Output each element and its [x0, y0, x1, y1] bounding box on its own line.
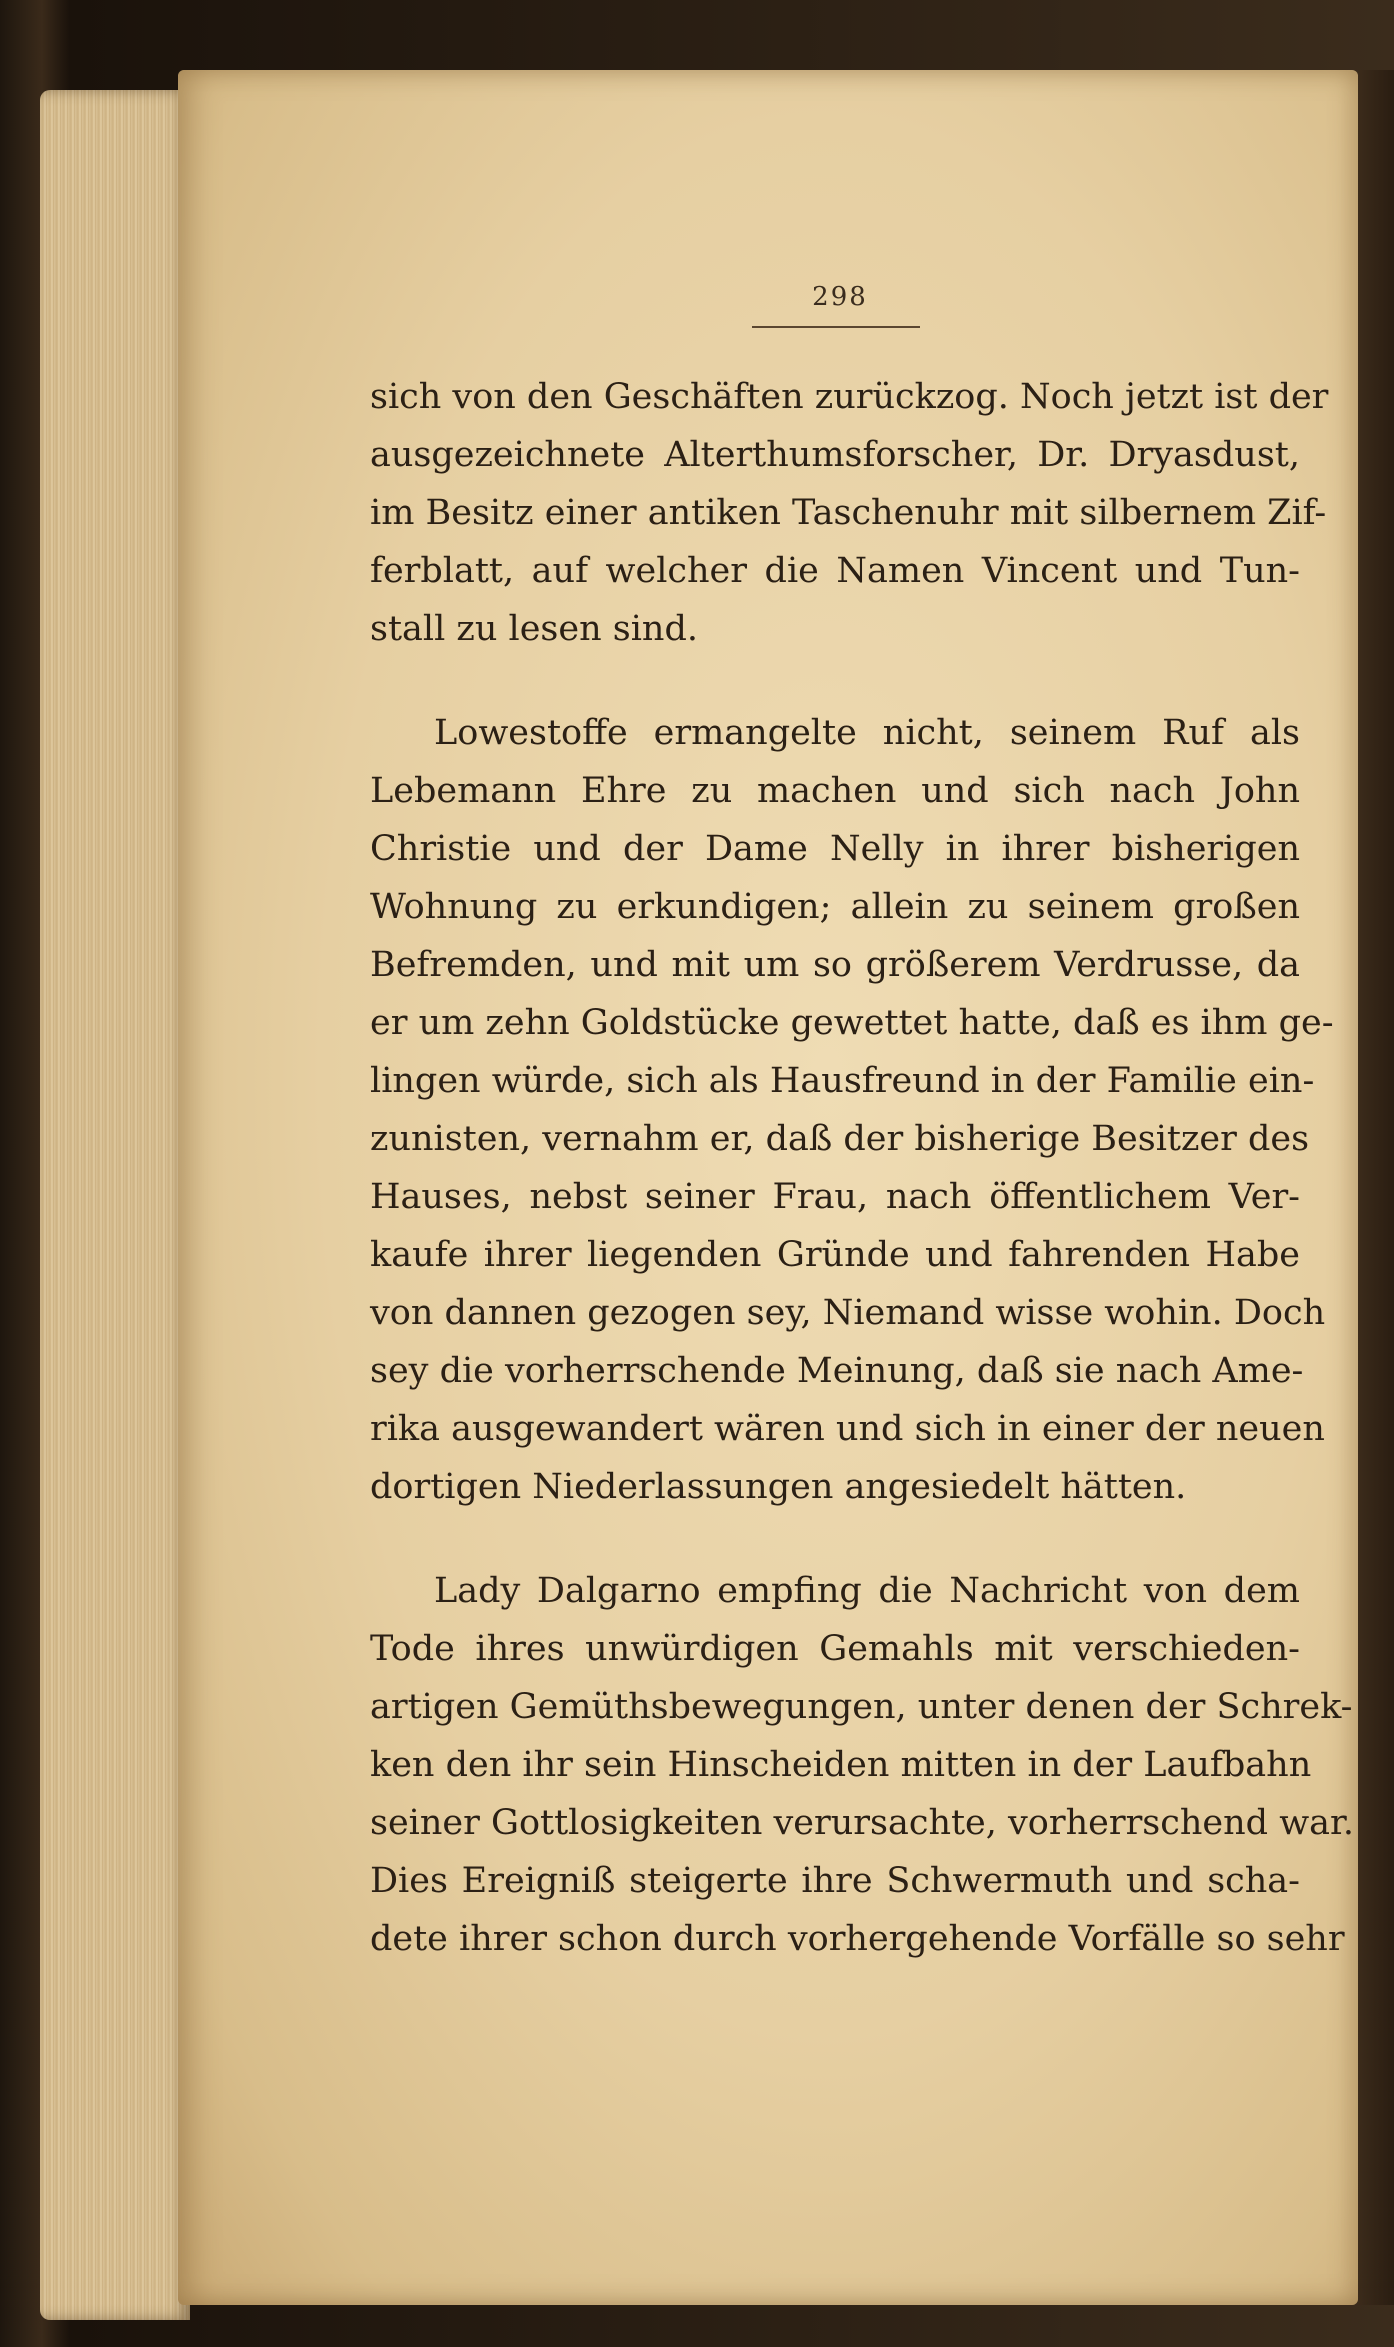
text-line: Lady Dalgarno empfing die Nachricht von dem [434, 1571, 1300, 1611]
text-line: dortigen Niederlassungen angesiedelt hätten. [370, 1467, 1187, 1507]
page-number-rule [752, 326, 920, 328]
body-text [370, 368, 1355, 1968]
text-line: Befremden, und mit um so größerem Verdrusse, da [370, 945, 1300, 985]
text-line: seiner Gottlosigkeiten verursachte, vorherrschend war. [370, 1803, 1355, 1843]
text-line: Tode ihres unwürdigen Gemahls mit verschieden- [370, 1629, 1300, 1669]
text-line: im Besitz einer antiken Taschenuhr mit silbernem Zif- [370, 493, 1327, 533]
text-line: lingen würde, sich als Hausfreund in der Familie ein- [370, 1061, 1315, 1101]
text-line: artigen Gemüthsbewegungen, unter denen der Schrek- [370, 1687, 1353, 1727]
binding-right-edge [1358, 70, 1394, 2305]
text-line: sich von den Geschäften zurückzog. Noch jetzt ist der [370, 377, 1329, 417]
text-line: stall zu lesen sind. [370, 609, 698, 649]
text-line: sey die vorherrschende Meinung, daß sie nach Ame- [370, 1351, 1304, 1391]
text-line: ausgezeichnete Alterthumsforscher, Dr. Dryasdust, [370, 435, 1300, 475]
text-line: er um zehn Goldstücke gewettet hatte, daß es ihm ge- [370, 1003, 1334, 1043]
text-line: zunisten, vernahm er, daß der bisherige Besitzer des [370, 1119, 1310, 1159]
text-line: dete ihrer schon durch vorhergehende Vorfälle so sehr [370, 1919, 1345, 1959]
text-line: Dies Ereigniß steigerte ihre Schwermuth und scha- [370, 1861, 1300, 1901]
text-line: Hauses, nebst seiner Frau, nach öffentlichem Ver- [370, 1177, 1300, 1217]
text-line: kaufe ihrer liegenden Gründe und fahrenden Habe [370, 1235, 1300, 1275]
text-line: ferblatt, auf welcher die Namen Vincent und Tun- [370, 551, 1300, 591]
text-line: Lebemann Ehre zu machen und sich nach John [370, 771, 1300, 811]
text-line: rika ausgewandert wären und sich in einer der neuen [370, 1409, 1325, 1449]
text-line: Wohnung zu erkundigen; allein zu seinem großen [370, 887, 1300, 927]
text-line: von dannen gezogen sey, Niemand wisse wohin. Doch [370, 1293, 1326, 1333]
text-line: Christie und der Dame Nelly in ihrer bisherigen [370, 829, 1300, 869]
paragraph-3 [370, 1562, 1355, 1968]
paragraph-2 [370, 704, 1334, 1516]
page-stack-edge [40, 90, 190, 2320]
text-line: Lowestoffe ermangelte nicht, seinem Ruf als [434, 713, 1300, 753]
text-line: ken den ihr sein Hinscheiden mitten in der Laufbahn [370, 1745, 1312, 1785]
page-number: 298 [812, 282, 868, 312]
paragraph-1 [370, 368, 1329, 658]
